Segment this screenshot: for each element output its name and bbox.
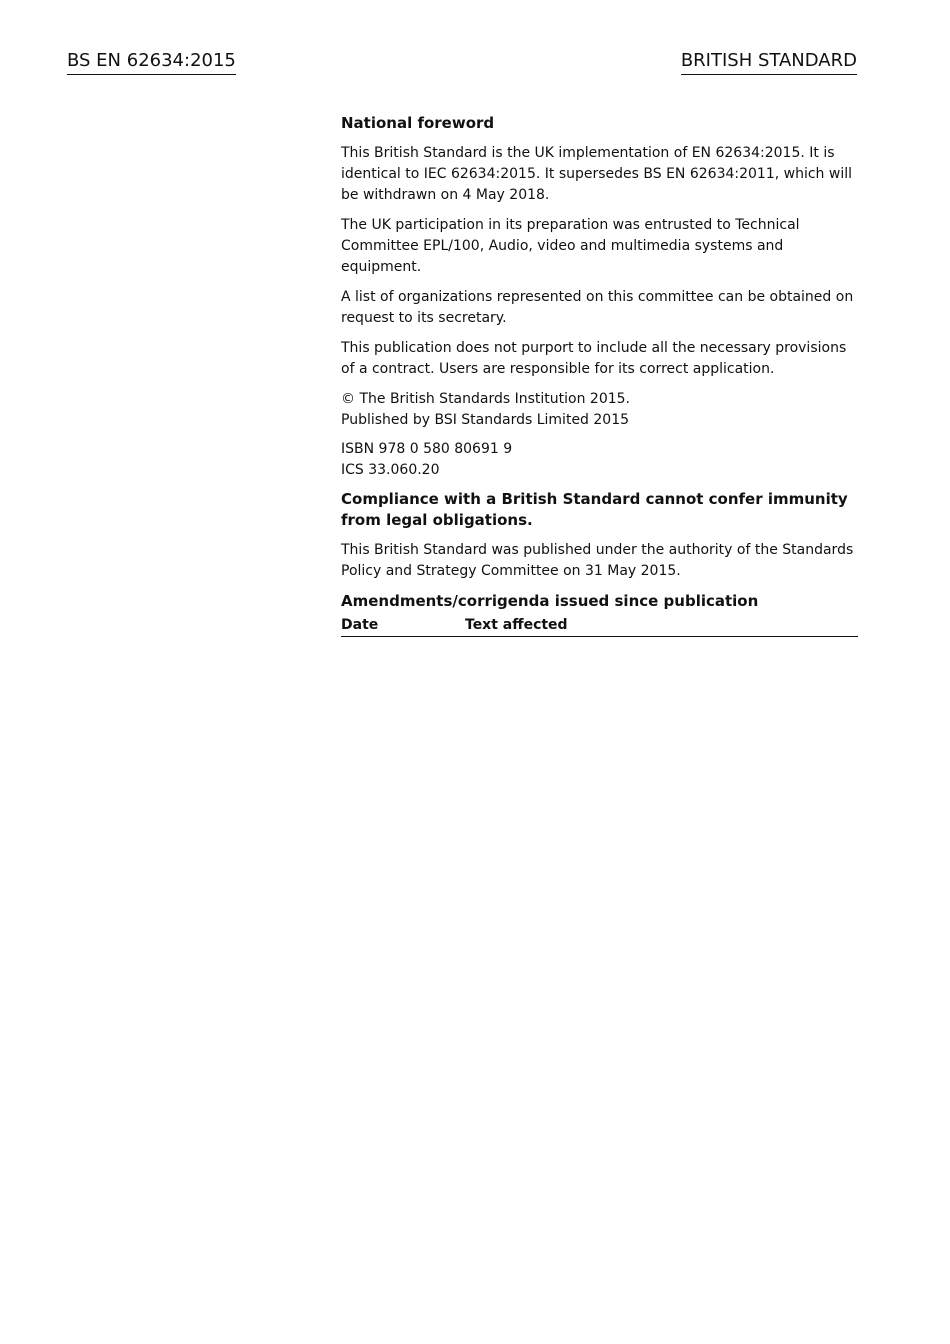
document-code: BS EN 62634:2015 xyxy=(67,50,236,75)
identifiers-block xyxy=(341,439,858,481)
column-header-text-affected: Text affected xyxy=(465,616,858,637)
column-header-date: Date xyxy=(341,616,465,637)
foreword-paragraph-provisions: This publication does not purport to include all the necessary provisions of a contract. Users are responsible for its correct application. xyxy=(341,340,847,377)
copyright-line: © The British Standards Institution 2015. xyxy=(341,391,631,407)
isbn-line: ISBN 978 0 580 80691 9 xyxy=(341,441,513,457)
foreword-title: National foreword xyxy=(341,114,495,132)
amendments-table xyxy=(341,616,858,637)
foreword-paragraph-committee: The UK participation in its preparation was entrusted to Technical Committee EPL/100, Audio, video and multimedia systems and equipment. xyxy=(341,217,800,275)
amendments-header-row xyxy=(341,616,858,637)
foreword-paragraph-organizations: A list of organizations represented on this committee can be obtained on request to its secretary. xyxy=(341,289,854,326)
publisher-line: Published by BSI Standards Limited 2015 xyxy=(341,412,630,428)
ics-line: ICS 33.060.20 xyxy=(341,462,440,478)
copyright-block xyxy=(341,389,858,431)
amendments-title: Amendments/corrigenda issued since publication xyxy=(341,592,759,610)
national-foreword xyxy=(341,113,858,637)
foreword-paragraph-implementation: This British Standard is the UK implementation of EN 62634:2015. It is identical to IEC 62634:2015. It supersedes BS EN 62634:2011, which will be withdrawn on 4 May 2018. xyxy=(341,145,852,203)
compliance-statement: Compliance with a British Standard cannot confer immunity from legal obligations. xyxy=(341,490,848,529)
standard-type: BRITISH STANDARD xyxy=(681,50,857,75)
authority-statement: This British Standard was published under the authority of the Standards Policy and Strategy Committee on 31 May 2015. xyxy=(341,542,854,579)
